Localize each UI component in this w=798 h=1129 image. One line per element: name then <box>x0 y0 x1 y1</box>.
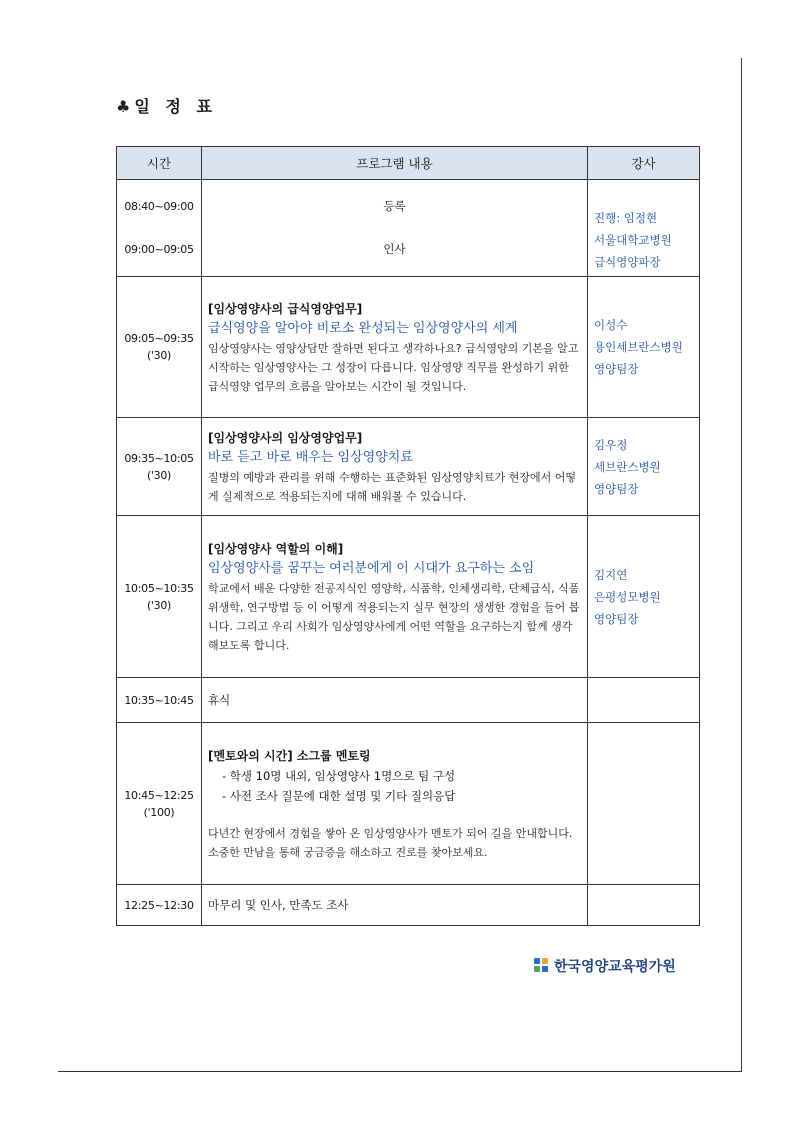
session-duration: ('30) <box>146 468 172 482</box>
page-title-text: 일 정 표 <box>134 97 217 116</box>
session-duration: ('30) <box>146 349 172 362</box>
program-greeting: 인사 <box>383 242 406 256</box>
session-category: [임상영양사 역할의 이해] <box>208 541 344 556</box>
logo-mark-block <box>542 966 548 972</box>
session-category: [임상영양사의 임상영양업무] <box>208 430 363 445</box>
session-category: [임상영양사의 급식영양업무] <box>208 301 363 316</box>
logo-mark-icon <box>534 958 550 974</box>
session-duration: ('100) <box>143 805 175 819</box>
speaker-cell <box>588 885 700 926</box>
list-item: - 사전 조사 질문에 대한 설명 및 기타 질의응답 <box>222 788 456 803</box>
table-row <box>117 418 700 516</box>
right-margin-rule <box>741 58 742 1072</box>
program-registration: 등록 <box>383 199 406 213</box>
program-cell <box>202 418 588 516</box>
time-cell <box>117 180 202 277</box>
speaker-cell <box>588 516 700 678</box>
session-title: 급식영양을 알아야 비로소 완성되는 임상영양사의 세계 <box>208 320 518 336</box>
session-description: 다년간 현장에서 경험을 쌓아 온 임상영양사가 멘토가 되어 길을 안내합니다. 소중한 만남을 통해 궁금증을 해소하고 진로를 찾아보세요. <box>208 826 573 859</box>
speaker-position: 영양팀장 <box>594 481 639 496</box>
session-title: 임상영양사를 꿈꾸는 여러분에게 이 시대가 요구하는 소임 <box>208 560 535 576</box>
session-category: [멘토와의 시간] 소그룹 멘토링 <box>208 748 371 763</box>
speaker-cell <box>588 180 700 277</box>
speaker-affiliation: 세브란스병원 <box>594 459 661 474</box>
speaker-cell <box>588 418 700 516</box>
header-program: 프로그램 내용 <box>202 147 588 180</box>
speaker-name: 진행: 임정현 <box>594 211 658 225</box>
time-greeting: 09:00~09:05 <box>124 243 194 256</box>
speaker-name: 이성수 <box>594 318 628 332</box>
speaker-cell <box>588 723 700 885</box>
program-cell <box>202 516 588 678</box>
time-cell <box>117 723 202 885</box>
program-cell <box>202 180 588 277</box>
table-row <box>117 678 700 723</box>
time-cell: 10:35~10:45 <box>117 678 202 723</box>
footer-rule <box>58 1071 742 1072</box>
table-row <box>117 723 700 885</box>
page-title <box>116 94 217 117</box>
program-cell <box>202 723 588 885</box>
time-cell <box>117 277 202 418</box>
time-cell <box>117 516 202 678</box>
session-title: 바로 듣고 바로 배우는 임상영양치료 <box>208 449 413 465</box>
list-item: - 학생 10명 내외, 임상영양사 1명으로 팀 구성 <box>222 768 456 783</box>
speaker-affiliation: 용인세브란스병원 <box>594 340 683 354</box>
time-range: 09:05~09:35 <box>124 332 194 345</box>
time-range: 09:35~10:05 <box>124 451 194 465</box>
speaker-cell <box>588 277 700 418</box>
organization-logo <box>534 956 676 976</box>
speaker-position: 급식영양파장 <box>594 255 661 269</box>
time-cell <box>117 418 202 516</box>
speaker-name: 김지연 <box>594 567 628 582</box>
speaker-affiliation: 은평성모병원 <box>594 589 661 604</box>
program-cell: 휴식 <box>202 678 588 723</box>
session-description: 임상영양사는 영양상담만 잘하면 된다고 생각하나요? 급식영양의 기본을 알고 시작하는 임상영양사는 그 성장이 다릅니다. 임상영양 직무를 완성하기 위한 급식영양 업무의 흐름을 알아보는 시간이 될 것입니다. <box>208 341 579 393</box>
table-row <box>117 516 700 678</box>
table-row <box>117 885 700 926</box>
time-cell: 12:25~12:30 <box>117 885 202 926</box>
logo-mark-block <box>542 958 548 964</box>
session-description: 학교에서 배운 다양한 전공지식인 영양학, 식품학, 인체생리학, 단체급식, 식품위생학, 연구방법 등 이 어떻게 적용되는지 실무 현장의 생생한 경험을 들어 봅니다. 그리고 우리 사회가 임상영양사에게 어떤 역할을 요구하는지 함께 생각해보도록 합니다. <box>208 581 580 652</box>
table-header-row <box>117 147 700 180</box>
speaker-cell <box>588 678 700 723</box>
speaker-position: 영양팀장 <box>594 611 639 626</box>
session-duration: ('30) <box>146 598 172 612</box>
table-row <box>117 180 700 277</box>
header-time: 시간 <box>117 147 202 180</box>
table-row <box>117 277 700 418</box>
organization-name: 한국영양교육평가원 <box>554 959 676 975</box>
speaker-affiliation: 서울대학교병원 <box>594 233 672 247</box>
logo-mark-block <box>534 966 540 972</box>
program-cell: 마무리 및 인사, 만족도 조사 <box>202 885 588 926</box>
logo-mark-block <box>534 958 540 964</box>
session-description: 질병의 예방과 관리를 위해 수행하는 표준화된 임상영양치료가 현장에서 어떻게 실제적으로 적용되는지에 대해 배워볼 수 있습니다. <box>208 470 577 503</box>
time-registration: 08:40~09:00 <box>124 200 194 213</box>
speaker-position: 영양팀장 <box>594 362 639 376</box>
speaker-name: 김우정 <box>594 437 628 452</box>
time-range: 10:05~10:35 <box>124 581 194 595</box>
header-speaker: 강사 <box>588 147 700 180</box>
time-range: 10:45~12:25 <box>124 788 194 802</box>
schedule-table <box>116 146 700 926</box>
club-icon: ♣ <box>116 97 131 116</box>
program-cell <box>202 277 588 418</box>
